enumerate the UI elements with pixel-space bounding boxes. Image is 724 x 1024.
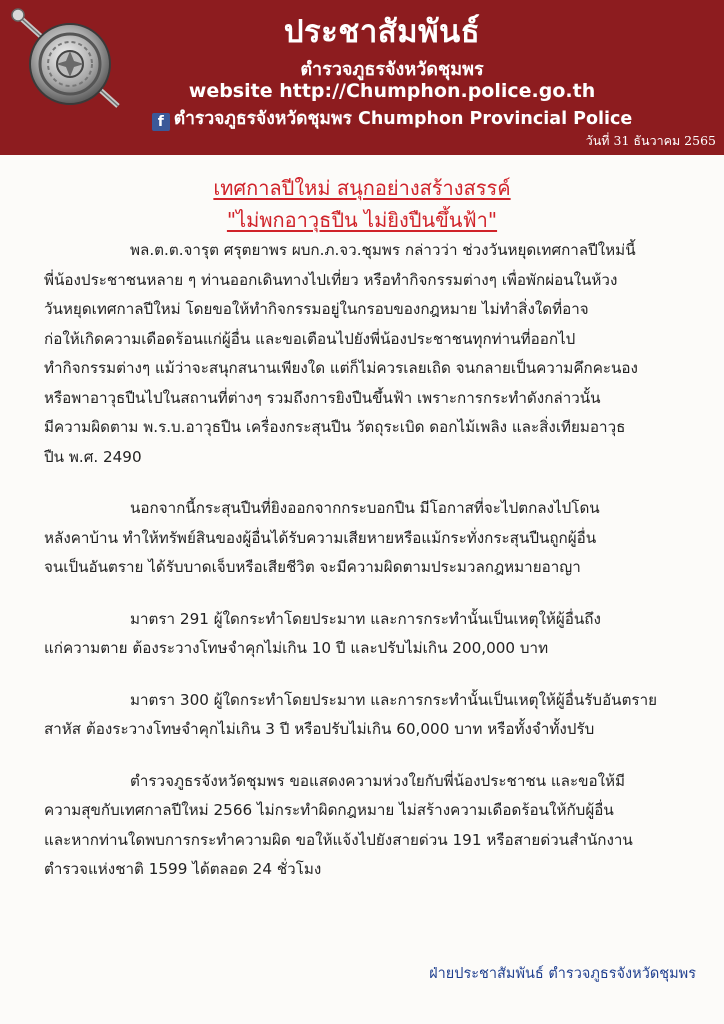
body-line: หลังคาบ้าน ทำให้ทรัพย์สินของผู้อื่นได้รับความเสียหายหรือแม้กระทั่งกระสุนปืนถูกผู้อื่น	[44, 528, 597, 547]
header-date: วันที่ 31 ธันวาคม 2565	[585, 133, 716, 148]
body-line: มีความผิดตาม พ.ร.บ.อาวุธปืน เครื่องกระสุนปืน วัตถุระเบิด ดอกไม้เพลิง และสิ่งเทียมอาวุธ	[44, 418, 626, 436]
body-line: และหากท่านใดพบการกระทำความผิด ขอให้แจ้งไปยังสายด่วน 191 หรือสายด่วนสำนักงาน	[44, 830, 633, 849]
body-line: ตำรวจภูธรจังหวัดชุมพร ขอแสดงความห่วงใยกับพี่น้องประชาชน และขอให้มี	[130, 771, 626, 790]
header-facebook-text: ตำรวจภูธรจังหวัดชุมพร Chumphon Provincial Police	[173, 109, 633, 129]
paragraph-3	[44, 605, 692, 664]
body-line: พี่น้องประชาชนหลาย ๆ ท่านออกเดินทางไปเที่ยว หรือทำกิจกรรมต่างๆ เพื่อพักผ่อนในห้วง	[44, 270, 618, 289]
body-line: แก่ความตาย ต้องระวางโทษจำคุกไม่เกิน 10 ปี และปรับไม่เกิน 200,000 บาท	[44, 639, 549, 657]
facebook-icon: f	[152, 113, 170, 131]
body-line: นอกจากนี้กระสุนปืนที่ยิงออกจากกระบอกปืน มีโอกาสที่จะไปตกลงไปโดน	[130, 499, 600, 517]
body-line: มาตรา 291 ผู้ใดกระทำโดยประมาท และการกระทำนั้นเป็นเหตุให้ผู้อื่นถึง	[130, 609, 601, 628]
body-line: หรือพาอาวุธปืนไปในสถานที่ต่างๆ รวมถึงการยิงปืนขึ้นฟ้า เพราะการกระทำดังกล่าวนั้น	[44, 388, 601, 407]
body-line: วันหยุดเทศกาลปีใหม่ โดยขอให้ทำกิจกรรมอยู่ในกรอบของกฎหมาย ไม่ทำสิ่งใดที่อาจ	[44, 300, 589, 318]
body-line: จนเป็นอันตราย ได้รับบาดเจ็บหรือเสียชีวิต จะมีความผิดตามประมวลกฎหมายอาญา	[44, 558, 581, 576]
header-banner	[0, 0, 724, 155]
body-line: ก่อให้เกิดความเดือดร้อนแก่ผู้อื่น และขอเตือนไปยังพี่น้องประชาชนทุกท่านที่ออกไป	[44, 329, 576, 348]
header-website: website http://Chumphon.police.go.th	[188, 80, 596, 102]
body-line: ตำรวจแห่งชาติ 1599 ได้ตลอด 24 ชั่วโมง	[44, 860, 322, 878]
body-line: สาหัส ต้องระวางโทษจำคุกไม่เกิน 3 ปี หรือปรับไม่เกิน 60,000 บาท หรือทั้งจำทั้งปรับ	[44, 720, 595, 738]
headline-line-1: เทศกาลปีใหม่ สนุกอย่างสร้างสรรค์	[213, 176, 511, 200]
header-facebook-line	[0, 104, 724, 132]
body-line: มาตรา 300 ผู้ใดกระทำโดยประมาท และการกระทำนั้นเป็นเหตุให้ผู้อื่นรับอันตราย	[130, 690, 658, 709]
paragraph-1	[44, 236, 692, 472]
body-text	[44, 236, 692, 885]
body-line: ปืน พ.ศ. 2490	[44, 447, 142, 466]
paragraph-5	[44, 767, 692, 885]
paragraph-4	[44, 686, 692, 745]
header-subtitle: ตำรวจภูธรจังหวัดชุมพร	[300, 59, 484, 80]
body-line: ทำกิจกรรมต่างๆ แม้ว่าจะสนุกสนานเพียงใด แต่ก็ไม่ควรเลยเถิด จนกลายเป็นความคึกคะนอง	[44, 359, 638, 377]
headline-line-2: "ไม่พกอาวุธปืน ไม่ยิงปืนขึ้นฟ้า"	[226, 208, 498, 232]
body-line: ความสุขกับเทศกาลปีใหม่ 2566 ไม่กระทำผิดกฎหมาย ไม่สร้างความเดือดร้อนให้กับผู้อื่น	[44, 801, 614, 819]
header-title: ประชาสัมพันธ์	[283, 14, 481, 50]
paragraph-2	[44, 494, 692, 583]
body-line: พล.ต.ต.จารุต ศรุตยาพร ผบก.ภ.จว.ชุมพร กล่าวว่า ช่วงวันหยุดเทศกาลปีใหม่นี้	[130, 241, 636, 259]
footer-signature: ฝ่ายประชาสัมพันธ์ ตำรวจภูธรจังหวัดชุมพร	[429, 966, 696, 982]
